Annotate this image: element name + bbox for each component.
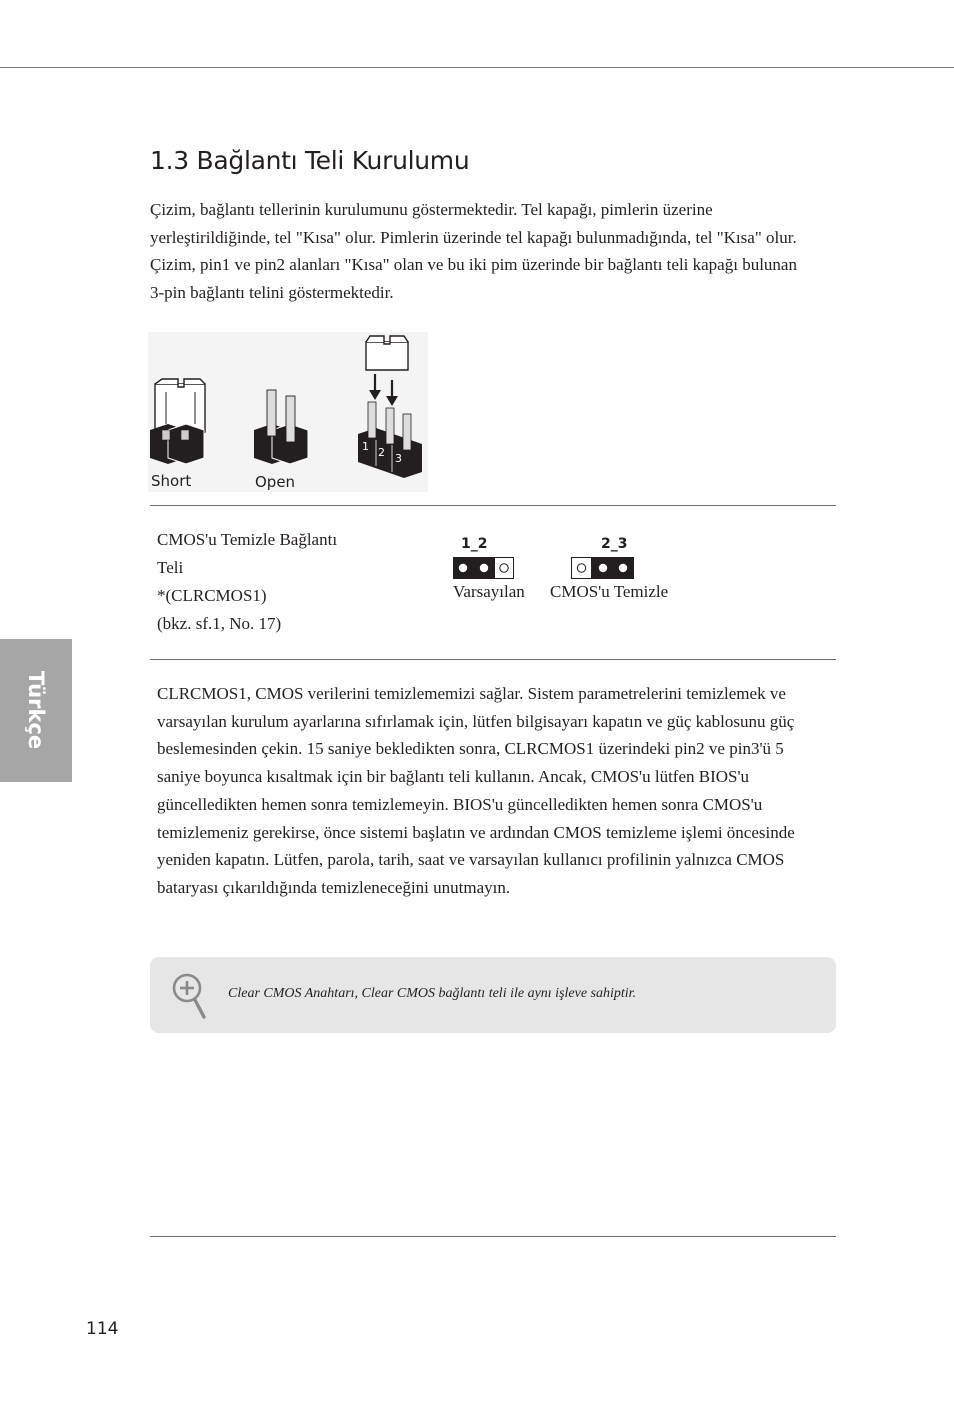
- jumper-name-line: CMOS'u Temizle Bağlantı: [157, 530, 338, 549]
- jumper-name: [157, 526, 387, 638]
- section-title: 1.3 Bağlantı Teli Kurulumu: [150, 146, 470, 175]
- jumper-drawing: [148, 332, 428, 492]
- note-box: [150, 957, 836, 1033]
- note-text: Clear CMOS Anahtarı, Clear CMOS bağlantı teli ile aynı işleve sahiptir.: [228, 986, 637, 1001]
- clear-pin-diagram: [571, 556, 635, 580]
- default-pins-label: 1_2: [461, 536, 488, 552]
- short-label: Short: [151, 472, 192, 490]
- open-label: Open: [255, 473, 296, 491]
- footer-rule: [150, 1236, 836, 1237]
- jumper-illustration: [148, 332, 428, 492]
- default-caption: Varsayılan: [453, 582, 525, 601]
- pin-number-1: 1: [362, 440, 369, 453]
- language-side-tab: [0, 639, 72, 782]
- clear-caption: CMOS'u Temizle: [550, 582, 669, 601]
- short-jumper: [150, 379, 205, 464]
- table-top-rule: [150, 505, 836, 506]
- jumper-name-line: *(CLRCMOS1): [157, 586, 267, 605]
- jumper-name-line: (bkz. sf.1, No. 17): [157, 614, 282, 633]
- header-rule: [0, 67, 954, 68]
- clear-pins-label: 2_3: [601, 536, 628, 552]
- default-pin-diagram: [453, 556, 515, 580]
- page-number: 114: [86, 1319, 119, 1339]
- intro-paragraph: Çizim, bağlantı tellerinin kurulumunu göstermektedir. Tel kapağı, pimlerin üzerine yerleştirildiğinde, tel "Kısa" olur. Pimlerin üzerinde tel kapağı bulunmadığında, tel "Kısa" olur. Çizim, pin1 ve pin2 alanları "Kısa" olan ve bu iki pim üzerinde bir bağlantı teli kapağı bulunan 3-pin bağlantı telini göstermektedir.: [150, 200, 797, 302]
- body-paragraph: CLRCMOS1, CMOS verilerini temizlememizi sağlar. Sistem parametrelerini temizlemek ve varsayılan kurulum ayarlarına sıfırlamak için, lütfen bilgisayarı kapatın ve güç kablosunu güç beslemesinden çekin. 15 saniye bekledikten sonra, CLRCMOS1 üzerindeki pin2 ve pin3'ü 5 saniye boyunca kısaltmak için bir bağlantı teli kullanın. Ancak, CMOS'u lütfen BIOS'u güncelledikten hemen sonra temizlemeyin. BIOS'u güncelledikten hemen sonra CMOS'u temizlemeniz gerekirse, önce sistemi başlatın ve ardından CMOS temizleme işlemi öncesinde yeniden kapatın. Lütfen, parola, tarih, saat ve varsayılan kullanıcı profilinin yalnızca CMOS bataryası çıkarıldığında temizleneceğini unutmayın.: [157, 684, 795, 897]
- jumper-name-line: Teli: [157, 558, 184, 577]
- pin-number-2: 2: [378, 446, 385, 459]
- table-bottom-rule: [150, 659, 836, 660]
- magnifier-plus-icon: [170, 971, 210, 1021]
- language-tab-label: Türkçe: [24, 670, 48, 750]
- pin-number-3: 3: [395, 452, 402, 465]
